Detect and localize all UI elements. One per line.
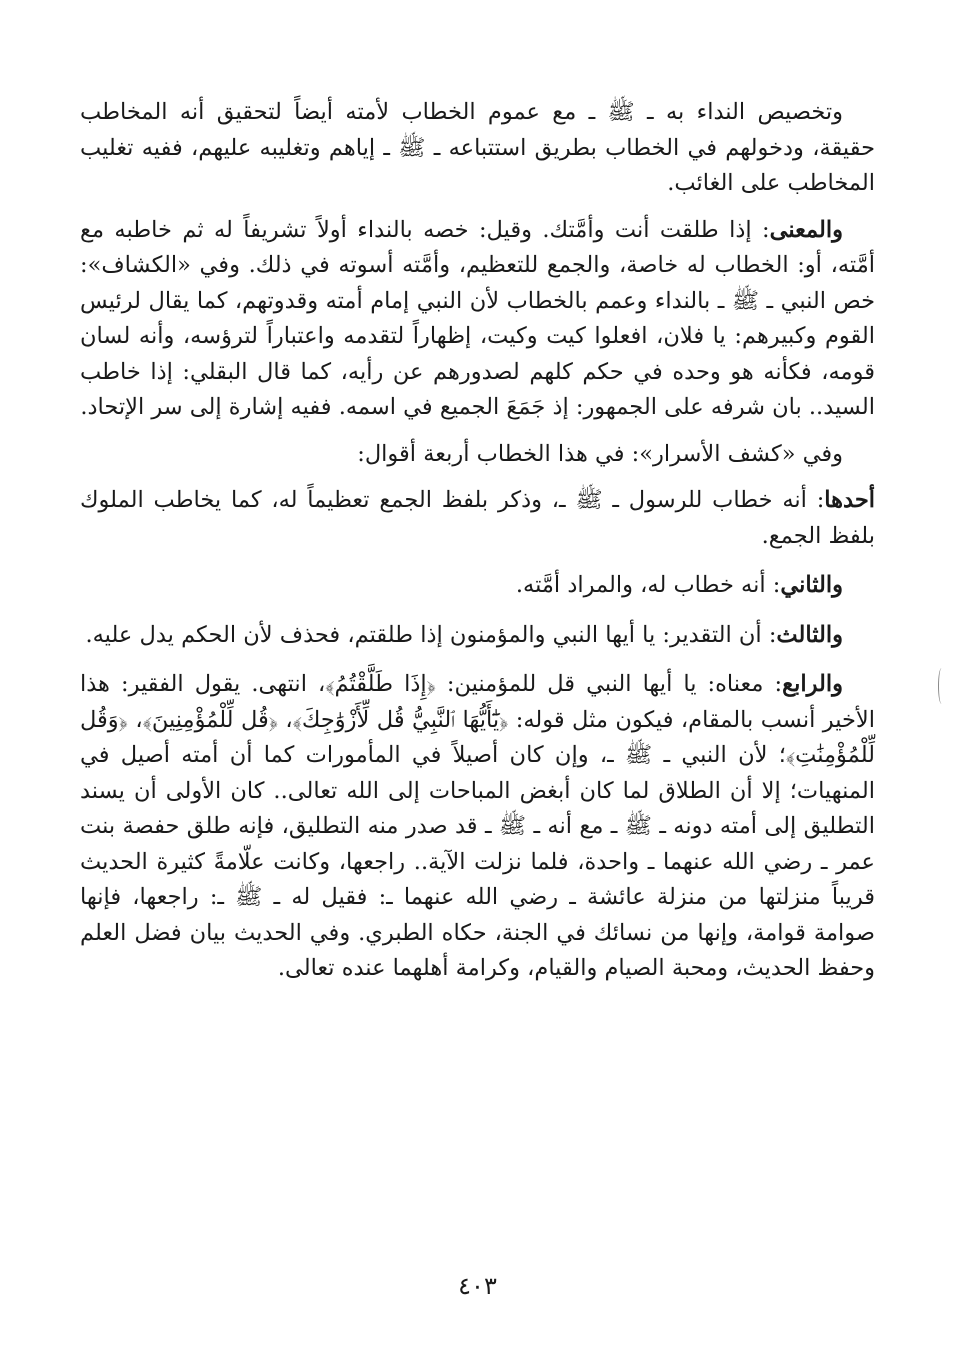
paragraph-intro [80,95,875,202]
page-body [80,95,875,987]
paragraph-text: : أنه خطاب للرسول ـ ﷺ ـ، وذكر بلفظ الجمع تعظيماً له، كما يخاطب الملوك بلفظ الجمع. [80,487,875,549]
paragraph-lead: والمعنى [769,216,843,243]
page-number: ٤٠٣ [458,1272,497,1300]
paragraph-first-opinion [80,483,875,554]
paragraph-meaning [80,213,875,426]
paragraph-text: : إذا طلقت أنت وأمَّتك. وقيل: خصه بالنداء أولاً تشريفاً له ثم خاطبه مع أمَّته، أو: الخطاب له خاصة، والجمع للتعظيم، وأمَّته أسوته في ذلك. وفي «الكشاف»: خص النبي ـ ﷺ ـ بالنداء وعمم بالخطاب لأن النبي إمام أمته وقدوتهم، كما يقال لرئيس القوم وكبيرهم: يا فلان، افعلوا كيت وكيت، إظهاراً لتقدمه واعتباراً لترؤسه، وأنه لسان قومه، فكأنه هو وحده في حكم كلهم لصدورهم عن رأيه، كما قال البقلي: إذا خاطب السيد.. بان شرفه على الجمهور: إذ جَمَعَ الجميع في اسمه. ففيه إشارة إلى سر الإتحاد. [80,216,875,420]
margin-mark [938,668,945,704]
paragraph-text: : معناه: يا أيها النبي قل للمؤمنين: ﴿إِذَا طَلَّقْتُمُ﴾، انتهى. يقول الفقير: هذا الأخير أنسب بالمقام، فيكون مثل قوله: ﴿يَٰٓأَيُّهَا ٱلنَّبِيُّ قُل لِّأَزْوَٰجِكَ﴾، ﴿قُل لِّلْمُؤْمِنِينَ﴾، ﴿وَقُل لِّلْمُؤْمِنَٰتِ﴾؛ لأن النبي ـ ﷺ ـ، وإن كان أصيلاً في المأمورات كما أن أمته أصيل في المنهيات؛ إلا أن الطلاق لما كان أبغض المباحات إلى الله تعالى.. كان الأولى أن يسند التطليق إلى أمته دونه ـ ﷺ ـ مع أنه ـ ﷺ ـ قد صدر منه التطليق، فإنه طلق حفصة بنت عمر ـ رضي الله عنهما ـ واحدة، فلما نزلت الآية.. راجعها، وكانت علّامةً كثيرة الحديث قريباً منزلتها من منزلة عائشة ـ رضي الله عنهما ـ: فقيل له ـ ﷺ ـ: راجعها، فإنها صوامة قوامة، وإنها من نسائك في الجنة، حكاه الطبري. وفي الحديث بيان فضل العلم وحفظ الحديث، ومحبة الصيام والقيام، وكرامة أهلهما عنده تعالى. [80,671,875,981]
paragraph-text: : أن التقدير: يا أيها النبي والمؤمنون إذا طلقتم، فحذف لأن الحكم يدل عليه. [85,621,777,648]
paragraph-lead: أحدها [824,487,875,513]
paragraph-third-opinion [80,618,875,654]
paragraph-text: وتخصيص النداء به ـ ﷺ ـ مع عموم الخطاب لأمته أيضاً لتحقيق أنه المخاطب حقيقة، ودخولهم في الخطاب بطريق استتباعه ـ ﷺ ـ إياهم وتغليبه عليهم، ففيه تغليب المخاطب على الغائب. [80,99,875,196]
paragraph-kashf-asrar [80,437,875,473]
paragraph-text: : أنه خطاب له، والمراد أمَّته. [515,572,781,598]
paragraph-second-opinion [80,568,875,604]
paragraph-lead: والرابع [782,671,843,697]
paragraph-fourth-opinion [80,667,875,987]
paragraph-text: وفي «كشف الأسرار»: في هذا الخطاب أربعة أقوال: [357,440,843,467]
paragraph-lead: والثالث [776,621,843,648]
paragraph-lead: والثاني [780,572,843,598]
